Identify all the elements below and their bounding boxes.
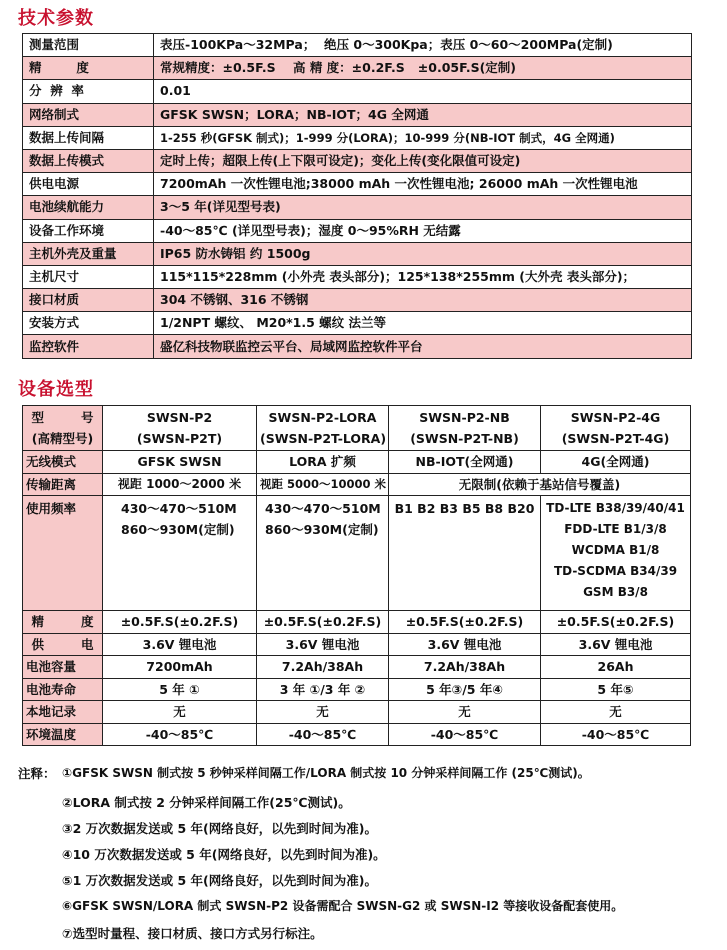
cell-value: -40～85℃ <box>257 723 389 746</box>
spec-row <box>23 149 692 172</box>
spec-key: 数据上传间隔 <box>23 126 154 149</box>
spec-key: 主机尺寸 <box>23 265 154 288</box>
cell-value: -40～85℃ <box>541 723 691 746</box>
capacity-row <box>23 656 691 679</box>
spec-value: 表压-100KPa～32MPa； 绝压 0～300Kpa；表压 0～60～200MPa(定制) <box>154 34 692 57</box>
cell-value: 26Ah <box>541 656 691 679</box>
spec-row <box>23 57 692 80</box>
spec-value: 定时上传；超限上传(上下限可设定)；变化上传(变化限值可设定) <box>154 149 692 172</box>
spec-value: 常规精度：±0.5F.S 高 精 度：±0.2F.S ±0.05F.S(定制) <box>154 57 692 80</box>
distance-row <box>23 473 691 496</box>
row-label: 本地记录 <box>23 701 103 724</box>
note-3: ③2 万次数据发送或 5 年(网络良好，以先到时间为准)。 <box>62 821 377 836</box>
freq-line: 430～470～510M <box>265 501 381 516</box>
cell-value: 无 <box>389 701 541 724</box>
note-1: ①GFSK SWSN 制式按 5 秒钟采样间隔工作/LORA 制式按 10 分钟采样间隔工作 (25℃测试)。 <box>62 766 590 780</box>
spec-key: 接口材质 <box>23 289 154 312</box>
model-label-a: 型 <box>31 410 45 425</box>
cell-value: 3.6V 锂电池 <box>103 633 257 656</box>
freq-line: WCDMA B1/8 <box>571 543 660 557</box>
frequency-row <box>23 496 691 611</box>
spec-key: 供电电源 <box>23 173 154 196</box>
note-5: ⑤1 万次数据发送或 5 年(网络良好，以先到时间为准)。 <box>62 873 377 888</box>
cell-value: -40～85℃ <box>103 723 257 746</box>
spec-key: 数据上传模式 <box>23 149 154 172</box>
cell-value: 无 <box>257 701 389 724</box>
spec-value: 1-255 秒(GFSK 制式)；1-999 分(LORA)；10-999 分(NB-IOT 制式，4G 全网通) <box>154 126 692 149</box>
wireless-row <box>23 451 691 474</box>
spec-value: IP65 防水铸铝 约 1500g <box>154 242 692 265</box>
spec-key: 电池续航能力 <box>23 196 154 219</box>
tech-params-table <box>22 33 692 359</box>
model-name: SWSN-P2 <box>146 410 213 425</box>
label-part: 供 <box>31 636 45 652</box>
freq-line: TD-LTE B38/39/40/41 <box>546 501 685 515</box>
spec-value: -40～85℃ (详见型号表)；湿度 0～95%RH 无结露 <box>154 219 692 242</box>
cell-value: 7200mAh <box>103 656 257 679</box>
spec-value: 304 不锈钢、316 不锈钢 <box>154 289 692 312</box>
spec-key: 精 度 <box>23 57 154 80</box>
freq-line: 860～930M(定制) <box>265 522 379 537</box>
freq-line: B1 B2 B3 B5 B8 B20 <box>394 501 535 516</box>
label-part: 精 <box>31 614 45 630</box>
spec-key: 监控软件 <box>23 335 154 358</box>
freq-cell <box>257 496 389 611</box>
cell-value: 5 年③/5 年④ <box>389 678 541 701</box>
spec-row <box>23 265 692 288</box>
model-header <box>389 406 541 451</box>
cell-value: 无限制(依赖于基站信号覆盖) <box>389 473 691 496</box>
model-name: SWSN-P2-NB <box>419 410 510 425</box>
row-label: 电池寿命 <box>23 678 103 701</box>
model-header <box>103 406 257 451</box>
spec-row <box>23 103 692 126</box>
spec-row <box>23 80 692 103</box>
model-alt: (SWSN-P2T-4G) <box>561 431 670 446</box>
model-header <box>541 406 691 451</box>
freq-cell <box>541 496 691 611</box>
freq-line: 860～930M(定制) <box>121 522 235 537</box>
model-label-b: 号 <box>80 410 94 425</box>
cell-value: NB-IOT(全网通) <box>389 451 541 474</box>
spec-key: 安装方式 <box>23 312 154 335</box>
spec-row <box>23 126 692 149</box>
model-alt: (SWSN-P2T) <box>136 431 223 446</box>
spec-row <box>23 173 692 196</box>
cell-value: 5 年 ① <box>103 678 257 701</box>
cell-value: -40～85℃ <box>389 723 541 746</box>
note-7: ⑦选型时量程、接口材质、接口方式另行标注。 <box>62 926 323 941</box>
model-name: SWSN-P2-LORA <box>268 410 377 425</box>
label-part: 度 <box>80 614 94 630</box>
spec-key: 主机外壳及重量 <box>23 242 154 265</box>
cell-value: ±0.5F.S(±0.2F.S) <box>103 611 257 634</box>
selection-table <box>22 405 691 746</box>
spec-value: 盛亿科技物联监控云平台、局域网监控软件平台 <box>154 335 692 358</box>
cell-value: 3.6V 锂电池 <box>541 633 691 656</box>
spec-value: 1/2NPT 螺纹、 M20*1.5 螺纹 法兰等 <box>154 312 692 335</box>
cell-value: 无 <box>541 701 691 724</box>
row-label: 传输距离 <box>23 473 103 496</box>
cell-value: LORA 扩频 <box>257 451 389 474</box>
cell-value: 视距 5000～10000 米 <box>257 473 389 496</box>
model-label-hp: (高精型号) <box>31 431 94 446</box>
spec-row <box>23 34 692 57</box>
cell-value: 4G(全网通) <box>541 451 691 474</box>
cell-value: ±0.5F.S(±0.2F.S) <box>257 611 389 634</box>
cell-value: 5 年⑤ <box>541 678 691 701</box>
spec-key: 设备工作环境 <box>23 219 154 242</box>
notes-prefix: 注释： <box>18 766 56 781</box>
note-2: ②LORA 制式按 2 分钟采样间隔工作(25℃测试)。 <box>62 795 351 810</box>
spec-value: 7200mAh 一次性锂电池;38000 mAh 一次性锂电池; 26000 mAh 一次性锂电池 <box>154 173 692 196</box>
model-header <box>257 406 389 451</box>
spec-row <box>23 312 692 335</box>
spec-row <box>23 196 692 219</box>
spec-row <box>23 335 692 358</box>
row-label: 环境温度 <box>23 723 103 746</box>
spec-value: 3～5 年(详见型号表) <box>154 196 692 219</box>
cell-value: ±0.5F.S(±0.2F.S) <box>389 611 541 634</box>
cell-value: 3.6V 锂电池 <box>389 633 541 656</box>
freq-line: FDD-LTE B1/3/8 <box>564 522 667 536</box>
selection-title: 设备选型 <box>18 379 94 400</box>
cell-value: 3.6V 锂电池 <box>257 633 389 656</box>
selection-header-row <box>23 406 691 451</box>
model-label-cell <box>23 406 103 451</box>
spec-value: 115*115*228mm (小外壳 表头部分)；125*138*255mm (大外壳 表头部分)； <box>154 265 692 288</box>
spec-row <box>23 289 692 312</box>
local-record-row <box>23 701 691 724</box>
accuracy-row <box>23 611 691 634</box>
freq-line: TD-SCDMA B34/39 <box>553 564 678 578</box>
label-part: 电 <box>80 636 94 652</box>
spec-key: 测量范围 <box>23 34 154 57</box>
row-label: 使用频率 <box>23 496 103 611</box>
freq-line: 430～470～510M <box>121 501 237 516</box>
freq-cell <box>103 496 257 611</box>
spec-row <box>23 219 692 242</box>
cell-value: ±0.5F.S(±0.2F.S) <box>541 611 691 634</box>
row-label: 无线模式 <box>23 451 103 474</box>
tech-params-title: 技术参数 <box>18 8 94 29</box>
model-name: SWSN-P2-4G <box>570 410 661 425</box>
row-label <box>23 633 103 656</box>
cell-value: 3 年 ①/3 年 ② <box>257 678 389 701</box>
spec-value: 0.01 <box>154 80 692 103</box>
model-alt: (SWSN-P2T-LORA) <box>260 431 387 446</box>
spec-key: 网络制式 <box>23 103 154 126</box>
model-alt: (SWSN-P2T-NB) <box>410 431 519 446</box>
power-row <box>23 633 691 656</box>
row-label <box>23 611 103 634</box>
freq-line: GSM B3/8 <box>583 585 648 599</box>
note-4: ④10 万次数据发送或 5 年(网络良好，以先到时间为准)。 <box>62 847 386 862</box>
cell-value: 视距 1000～2000 米 <box>103 473 257 496</box>
note-6: ⑥GFSK SWSN/LORA 制式 SWSN-P2 设备需配合 SWSN-G2 或 SWSN-I2 等接收设备配套使用。 <box>62 899 624 913</box>
row-label: 电池容量 <box>23 656 103 679</box>
life-row <box>23 678 691 701</box>
freq-cell <box>389 496 541 611</box>
cell-value: 7.2Ah/38Ah <box>389 656 541 679</box>
spec-key: 分 辨 率 <box>23 80 154 103</box>
env-temp-row <box>23 723 691 746</box>
cell-value: GFSK SWSN <box>103 451 257 474</box>
cell-value: 无 <box>103 701 257 724</box>
spec-value: GFSK SWSN；LORA；NB-IOT；4G 全网通 <box>154 103 692 126</box>
spec-row <box>23 242 692 265</box>
cell-value: 7.2Ah/38Ah <box>257 656 389 679</box>
